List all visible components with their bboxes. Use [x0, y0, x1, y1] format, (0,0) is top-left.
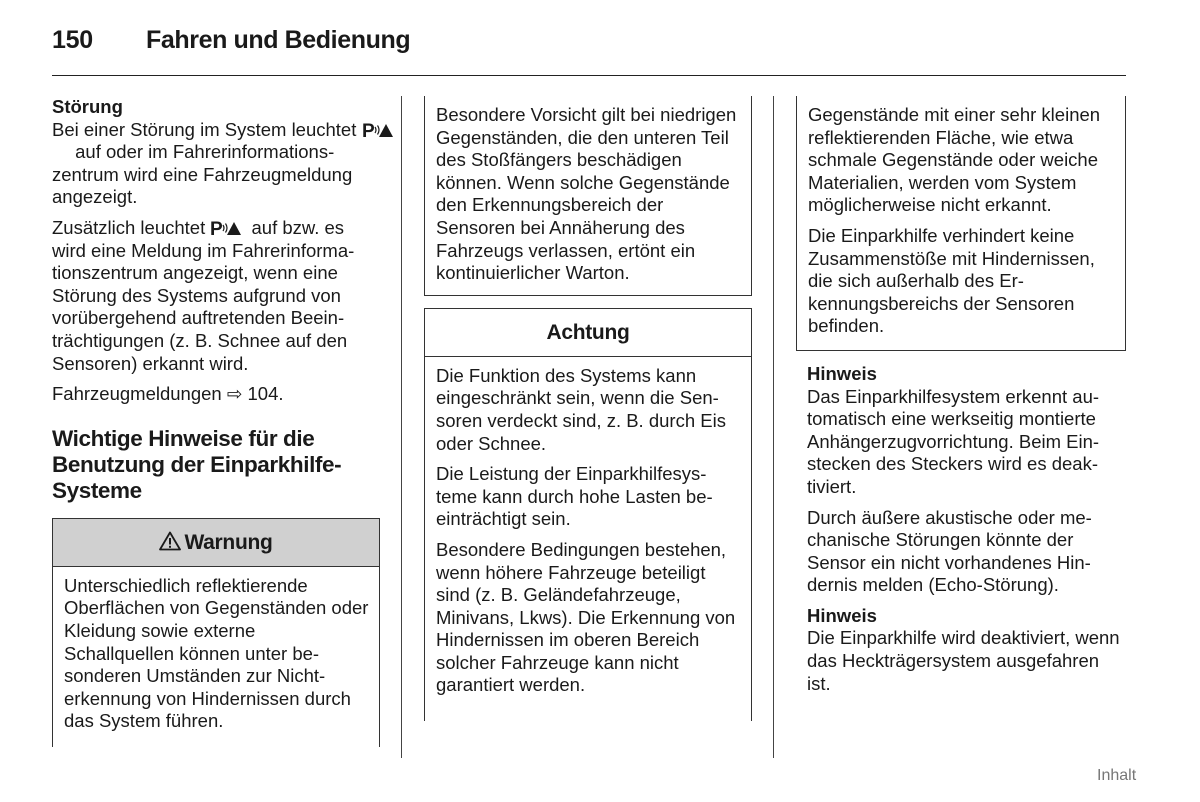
column-divider-1 [401, 96, 402, 758]
warnung-box-header [53, 519, 379, 567]
svg-text:P: P [210, 218, 224, 240]
stoerung-paragraph-1 [52, 119, 380, 209]
svg-text:P: P [361, 120, 375, 142]
achtung-paragraph-1: Die Funktion des Systems kann eingeschränkt sein, wenn die Sensoren verdeckt sind, z. B. durch Eis oder Schnee. [436, 364, 726, 454]
hinweis-heading-2: Hinweis [807, 604, 877, 626]
stoerung-text-1a: Bei einer Störung im System leuchtet [52, 118, 362, 140]
stoerung-heading: Störung [52, 96, 123, 117]
parking-assist-warning-icon [361, 120, 380, 142]
achtung-box-header: Achtung [425, 309, 751, 357]
page-number: 150 [52, 26, 93, 54]
stoerung-text-1b: auf oder im Fahrerinformationszentrum wird eine Fahrzeugmeldung angezeigt. [52, 141, 353, 208]
warnung-box [52, 518, 380, 747]
warnung-text: Unterschiedlich reflektierende Oberflächen von Gegenständen oder Kleidung sowie externe Schallquellen können unter besonderen Umständen zur Nichterkennung von Hindernissen durch das System führen. [64, 574, 369, 732]
warnung-label: Warnung [184, 530, 273, 554]
note-box-continued [424, 96, 752, 296]
page-title: Fahren und Bedienung [146, 26, 411, 54]
fahrzeugmeldungen-reference[interactable] [52, 383, 380, 406]
achtung-continued-body [797, 96, 1125, 350]
achtung-box-continued [796, 96, 1126, 351]
column-divider-2 [773, 96, 774, 758]
column-1 [52, 96, 380, 747]
achtung-continued-paragraph-1: Gegenstände mit einer sehr kleinen reflektierenden Fläche, wie etwa schmale Gegenstände oder weiche Materialien, werden vom System möglicherweise nicht erkannt. [808, 104, 1101, 216]
hinweis-1-paragraph-2: Durch äußere akustische oder mechanische Störungen könnte der Sensor ein nicht vorhandenes Hindernis melden (Echo-Störung). [807, 506, 1092, 596]
table-of-contents-link[interactable]: Inhalt [1097, 767, 1137, 784]
achtung-box [424, 308, 752, 721]
stoerung-paragraph-2 [52, 217, 380, 375]
stoerung-text-2b: auf bzw. es wird eine Meldung im Fahrerinformationszentrum angezeigt, wenn eine Störung des Systems aufgrund von vorübergehend auftretenden Beeinträchtigungen (z. B. Schnee auf den Sensoren) erkannt wird. [52, 216, 355, 374]
achtung-paragraph-2: Die Leistung der Einparkhilfesysteme kann durch hohe Lasten beeinträchtigt sein. [436, 463, 713, 530]
hinweis-section [796, 363, 1126, 695]
reference-label: Fahrzeugmeldungen [52, 383, 227, 405]
hinweis-1-paragraph-1: Das Einparkhilfesystem erkennt automatisch eine werkseitig montierte Anhängerzugvorrichtung. Beim Einstecken des Steckers wird es deaktiviert. [807, 385, 1100, 497]
achtung-continued-paragraph-2: Die Einparkhilfe verhindert keine Zusammenstöße mit Hindernissen, die sich außerhalb des Erkennungsbereichs der Sensoren befinden. [808, 224, 1095, 337]
parking-assist-warning-icon [210, 218, 228, 240]
stoerung-text-2a: Zusätzlich leuchtet [52, 216, 211, 238]
section-heading: Wichtige Hinweise für die Benutzung der Einparkhilfe-Systeme [52, 425, 342, 503]
column-2 [424, 96, 752, 721]
hinweis-heading-1: Hinweis [807, 362, 877, 384]
note-box-text: Besondere Vorsicht gilt bei niedrigen Gegenständen, die den unteren Teil des Stoßfängers beschädigen können. Wenn solche Gegenstände den Erkennungsbereich der Sensoren bei Annäherung des Fahrzeugs verlassen, ertönt ein kontinuierlicher Warton. [436, 104, 737, 284]
column-3 [796, 96, 1126, 703]
page-header [52, 24, 1126, 76]
achtung-paragraph-3: Besondere Bedingungen bestehen, wenn höhere Fahrzeuge beteiligt sind (z. B. Geländefahrzeuge, Minivans, Lkws). Die Erkennung von Hindernissen im oberen Bereich solcher Fahrzeuge kann nicht garantiert werden. [436, 538, 736, 696]
hinweis-2-paragraph-1: Die Einparkhilfe wird deaktiviert, wenn das Heckträgersystem ausgefahren ist. [807, 627, 1120, 694]
achtung-box-body [425, 357, 751, 721]
warning-triangle-icon [159, 521, 181, 541]
page-reference-arrow-icon: ⇨ [226, 383, 243, 405]
reference-page: 104. [242, 383, 284, 405]
